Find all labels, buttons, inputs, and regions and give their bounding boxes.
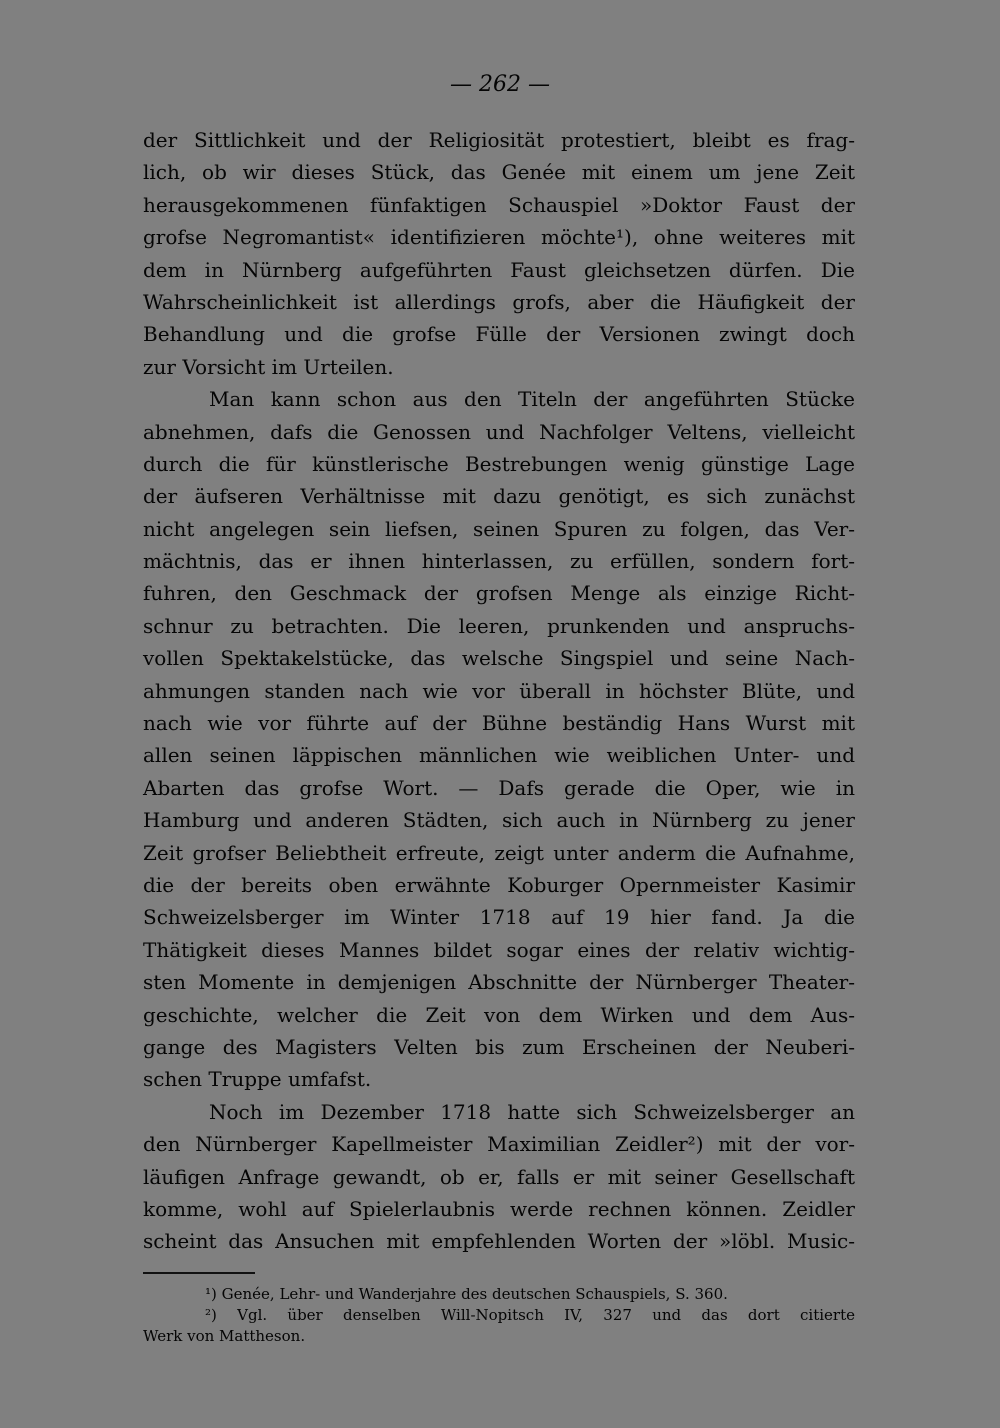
text-line: der äufseren Verhältnisse mit dazu genötigt, es sich zunächst xyxy=(143,484,855,509)
text-line: der Sittlichkeit und der Religiosität protestiert, bleibt es frag- xyxy=(143,128,855,152)
paragraph-end-line: zur Vorsicht im Urteilen. xyxy=(143,354,394,379)
page-number: — 262 — xyxy=(450,72,550,97)
text-line: läufigen Anfrage gewandt, ob er, falls er mit seiner Gesellschaft xyxy=(143,1164,855,1189)
text-line: scheint das Ansuchen mit empfehlenden Worten der »löbl. Music- xyxy=(143,1229,855,1254)
text-line: mächtnis, das er ihnen hinterlassen, zu erfüllen, sondern fort- xyxy=(143,549,855,574)
text-line: herausgekommenen fünfaktigen Schauspiel »Doktor Faust der xyxy=(143,192,855,217)
footnote-rule xyxy=(143,1272,255,1274)
text-line: lich, ob wir dieses Stück, das Genée mit einem um jene Zeit xyxy=(143,160,855,185)
text-line: Abarten das grofse Wort. — Dafs gerade die Oper, wie in xyxy=(143,775,855,800)
text-line: geschichte, welcher die Zeit von dem Wirken und dem Aus- xyxy=(143,1002,855,1027)
text-line: abnehmen, dafs die Genossen und Nachfolger Veltens, vielleicht xyxy=(143,419,855,444)
text-line: schnur zu betrachten. Die leeren, prunkenden und anspruchs- xyxy=(143,613,855,638)
footnotes xyxy=(143,1284,855,1347)
text-line: gange des Magisters Velten bis zum Erscheinen der Neuberi- xyxy=(143,1034,855,1059)
paragraph-start-line: Noch im Dezember 1718 hatte sich Schweizelsberger an xyxy=(209,1099,855,1124)
text-line: durch die für künstlerische Bestrebungen wenig günstige Lage xyxy=(143,451,855,476)
text-line: Hamburg und anderen Städten, sich auch in Nürnberg zu jener xyxy=(143,808,855,833)
footnote-2-continuation: Werk von Mattheson. xyxy=(143,1327,306,1345)
body-text xyxy=(143,124,855,1258)
footnote-2: ²) Vgl. über denselben Will-Nopitsch IV, 327 und das dort citierte xyxy=(205,1306,855,1324)
text-line: allen seinen läppischen männlichen wie weiblichen Unter- und xyxy=(143,743,855,768)
text-line: Behandlung und die grofse Fülle der Versionen zwingt doch xyxy=(143,322,855,347)
text-line: Thätigkeit dieses Mannes bildet sogar eines der relativ wichtig- xyxy=(143,937,855,962)
text-line: Schweizelsberger im Winter 1718 auf 19 hier fand. Ja die xyxy=(143,905,855,930)
footnote-1: ¹) Genée, Lehr- und Wanderjahre des deutschen Schauspiels, S. 360. xyxy=(205,1285,728,1303)
text-line: fuhren, den Geschmack der grofsen Menge als einzige Richt- xyxy=(143,581,855,606)
text-line: Zeit grofser Beliebtheit erfreute, zeigt unter anderm die Aufnahme, xyxy=(143,840,855,865)
text-line: dem in Nürnberg aufgeführten Faust gleichsetzen dürfen. Die xyxy=(143,257,855,282)
text-line: den Nürnberger Kapellmeister Maximilian Zeidler²) mit der vor- xyxy=(143,1132,855,1157)
text-line: sten Momente in demjenigen Abschnitte der Nürnberger Theater- xyxy=(143,970,855,995)
text-line: Wahrscheinlichkeit ist allerdings grofs, aber die Häufigkeit der xyxy=(143,289,855,314)
paragraph-start-line: Man kann schon aus den Titeln der angeführten Stücke xyxy=(209,387,855,412)
text-line: nach wie vor führte auf der Bühne beständig Hans Wurst mit xyxy=(143,711,855,736)
text-line: komme, wohl auf Spielerlaubnis werde rechnen können. Zeidler xyxy=(143,1196,855,1221)
paragraph-end-line: schen Truppe umfafst. xyxy=(143,1067,372,1092)
text-line: nicht angelegen sein liefsen, seinen Spuren zu folgen, das Ver- xyxy=(143,516,855,541)
text-line: ahmungen standen nach wie vor überall in höchster Blüte, und xyxy=(143,678,855,703)
text-line: die der bereits oben erwähnte Koburger Opernmeister Kasimir xyxy=(143,872,855,897)
text-line: vollen Spektakelstücke, das welsche Singspiel und seine Nach- xyxy=(143,646,855,671)
text-line: grofse Negromantist« identifizieren möchte¹), ohne weiteres mit xyxy=(143,225,855,250)
